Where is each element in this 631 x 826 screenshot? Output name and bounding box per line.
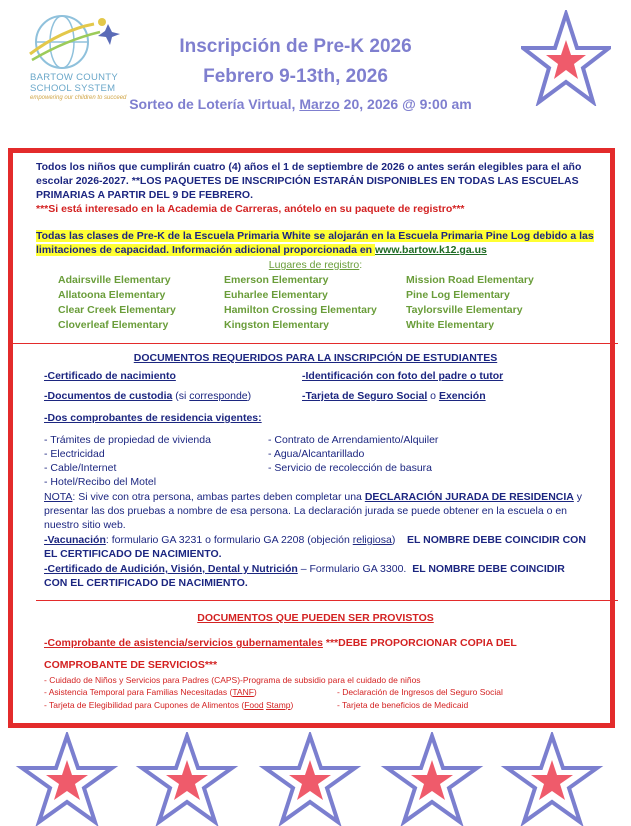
residency-proofs: -Dos comprobantes de residencia vigentes: (44, 412, 262, 424)
birth-certificate: -Certificado de nacimiento (44, 370, 176, 382)
gov-assistance-label: -Comprobante de asistencia/servicios gubernamentales (44, 637, 323, 649)
location-row-2-col-1: Allatoona Elementary (58, 289, 166, 301)
vaccination-text-a: : formulario GA 3231 o formulario GA 2208 (objeción (105, 534, 353, 546)
residency-item: - Trámites de propiedad de vivienda (44, 434, 211, 446)
residency-item: - Cable/Internet (44, 462, 117, 474)
custody-note-close: ) (247, 390, 252, 402)
white-note-text: Todas las clases de Pre-K de la Escuela Primaria White se alojarán en la Escuela Primaria Pine Log debido a las limitaciones de capacidad. Información adicional proporcionada en (36, 230, 594, 256)
food-stamp-a: - Tarjeta de Elegibilidad para Cupones de Alimentos ( (44, 700, 245, 710)
section-divider (36, 600, 618, 601)
star-icon (521, 10, 611, 106)
guardian-photo-id: -Identificación con foto del padre o tutor (302, 370, 504, 382)
residency-list-left (44, 433, 211, 489)
vaccination-religious: religiosa (352, 534, 392, 546)
note-label: NOTA (44, 491, 73, 503)
location-row-2-col-3: Pine Log Elementary (406, 289, 510, 301)
star-icon (507, 736, 597, 822)
star-icon (22, 736, 112, 822)
location-row-2-col-2: Euharlee Elementary (224, 289, 328, 301)
location-row-4-col-3: White Elementary (406, 319, 495, 331)
residency-item: - Contrato de Arrendamiento/Alquiler (268, 434, 439, 446)
residency-item: - Electricidad (44, 448, 105, 460)
food-stamp-b: Food (244, 700, 264, 710)
lottery-suffix: 20, 2026 @ 9:00 am (339, 96, 472, 112)
vaccination-name-match: EL NOMBRE DEBE COINCIDIR CON EL CERTIFICADO DE NACIMIENTO. (44, 534, 586, 560)
star-icon (265, 736, 355, 822)
tanf-a: - Asistencia Temporal para Familias Necesitadas ( (44, 687, 233, 697)
location-row-4-col-2: Kingston Elementary (224, 319, 330, 331)
note-text-b: y presentar las dos pruebas a nombre de esa persona. La declaración jurada se puede obtener en la escuela o en nuestro sitio web. (44, 491, 583, 531)
lottery-prefix: Sorteo de Lotería Virtual, (129, 96, 300, 112)
assistance-item: - Cuidado de Niños y Servicios para Padres (CAPS)-Programa de subsidio para el cuidado de niños (44, 675, 421, 685)
food-stamp-e: ) (290, 700, 294, 710)
ssn-or: o (427, 390, 439, 402)
vaccination-req (44, 533, 589, 561)
custody-docs (44, 390, 251, 402)
intro-eligibility: Todos los niños que cumplirán cuatro (4) años el 1 de septiembre de 2026 o antes serán elegibles para el año escolar 2026-2027. **LOS PAQUETES DE INSCRIPCIÓN ESTARÁN DISPONIBLES EN TODAS LAS ESCUELAS PRIMARIAS A PARTIR DEL 9 DE FEBRERO. (36, 161, 582, 201)
tanf-b: TANF (232, 687, 254, 697)
location-row-1-col-1: Adairsville Elementary (58, 274, 171, 286)
locations-title: Lugares de registro (268, 259, 360, 271)
intro-career-academy: ***Si está interesado en la Academia de Carreras, anótelo en su paquete de registro*** (36, 203, 465, 215)
custody-note-open: (si (172, 390, 190, 402)
assistance-item (44, 687, 257, 697)
ssn-exemption: Exención (438, 390, 486, 402)
assistance-item (44, 700, 293, 710)
locations-heading: Lugares de registro: (268, 259, 363, 271)
custody-label: -Documentos de custodia (44, 390, 173, 402)
logo-line1: BARTOW COUNTY (30, 72, 118, 83)
residency-item: - Servicio de recolección de basura (268, 462, 433, 474)
intro-section (36, 160, 595, 272)
health-cert-name-match: EL NOMBRE DEBE COINCIDIR CON EL CERTIFICADO DE NACIMIENTO. (44, 563, 565, 589)
location-row-3-col-2: Hamilton Crossing Elementary (224, 304, 377, 316)
location-row-3-col-3: Taylorsville Elementary (406, 304, 523, 316)
lottery-month: Marzo (299, 96, 340, 112)
decorative-stars (0, 732, 631, 826)
residency-item: - Agua/Alcantarillado (268, 448, 365, 460)
required-docs-title: DOCUMENTOS REQUERIDOS PARA LA INSCRIPCIÓN DE ESTUDIANTES (133, 352, 498, 364)
residency-item: - Hotel/Recibo del Motel (44, 476, 157, 488)
affidavit-link[interactable]: DECLARACIÓN JURADA DE RESIDENCIA (364, 491, 574, 503)
assistance-list (44, 674, 421, 687)
logo-line2: SCHOOL SYSTEM (30, 83, 116, 94)
intro-white-note (36, 229, 595, 257)
star-icon (142, 736, 232, 822)
page-title: Inscripción de Pre-K 2026 (179, 36, 412, 57)
affidavit-note (44, 490, 584, 532)
optional-docs-title: DOCUMENTOS QUE PUEDEN SER PROVISTOS (197, 612, 434, 624)
note-text-a: : Si vive con otra persona, ambas partes deben completar una (72, 491, 365, 503)
social-security (302, 390, 486, 402)
health-cert-req (44, 562, 589, 590)
ssn-label: -Tarjeta de Seguro Social (302, 390, 428, 402)
vaccination-text-c: ) (391, 534, 396, 546)
residency-list-right (268, 433, 438, 475)
gov-assistance-note: ***DEBE PROPORCIONAR COPIA DEL COMPROBANTE DE SERVICIOS*** (44, 637, 517, 671)
tanf-c: ) (253, 687, 257, 697)
page-dates: Febrero 9-13th, 2026 (203, 66, 388, 87)
section-divider (13, 343, 618, 344)
district-website-link[interactable]: www.bartow.k12.ga.us (375, 244, 487, 256)
gov-assistance-proof (44, 632, 599, 676)
food-stamp-d: Stamp (265, 700, 291, 710)
location-row-1-col-3: Mission Road Elementary (406, 274, 534, 286)
logo-tagline: empowering our children to succeed (30, 95, 127, 101)
star-icon (387, 736, 477, 822)
custody-note-word: corresponde (189, 390, 248, 402)
assistance-item: - Tarjeta de beneficios de Medicaid (337, 700, 469, 710)
location-row-4-col-1: Cloverleaf Elementary (58, 319, 169, 331)
location-row-1-col-2: Emerson Elementary (224, 274, 329, 286)
health-cert-text: – Formulario GA 3300. (297, 563, 407, 575)
assistance-item: - Declaración de Ingresos del Seguro Social (337, 687, 503, 697)
health-cert-label: -Certificado de Audición, Visión, Dental y Nutrición (44, 563, 298, 575)
location-row-3-col-1: Clear Creek Elementary (58, 304, 176, 316)
vaccination-label: -Vacunación (44, 534, 106, 546)
